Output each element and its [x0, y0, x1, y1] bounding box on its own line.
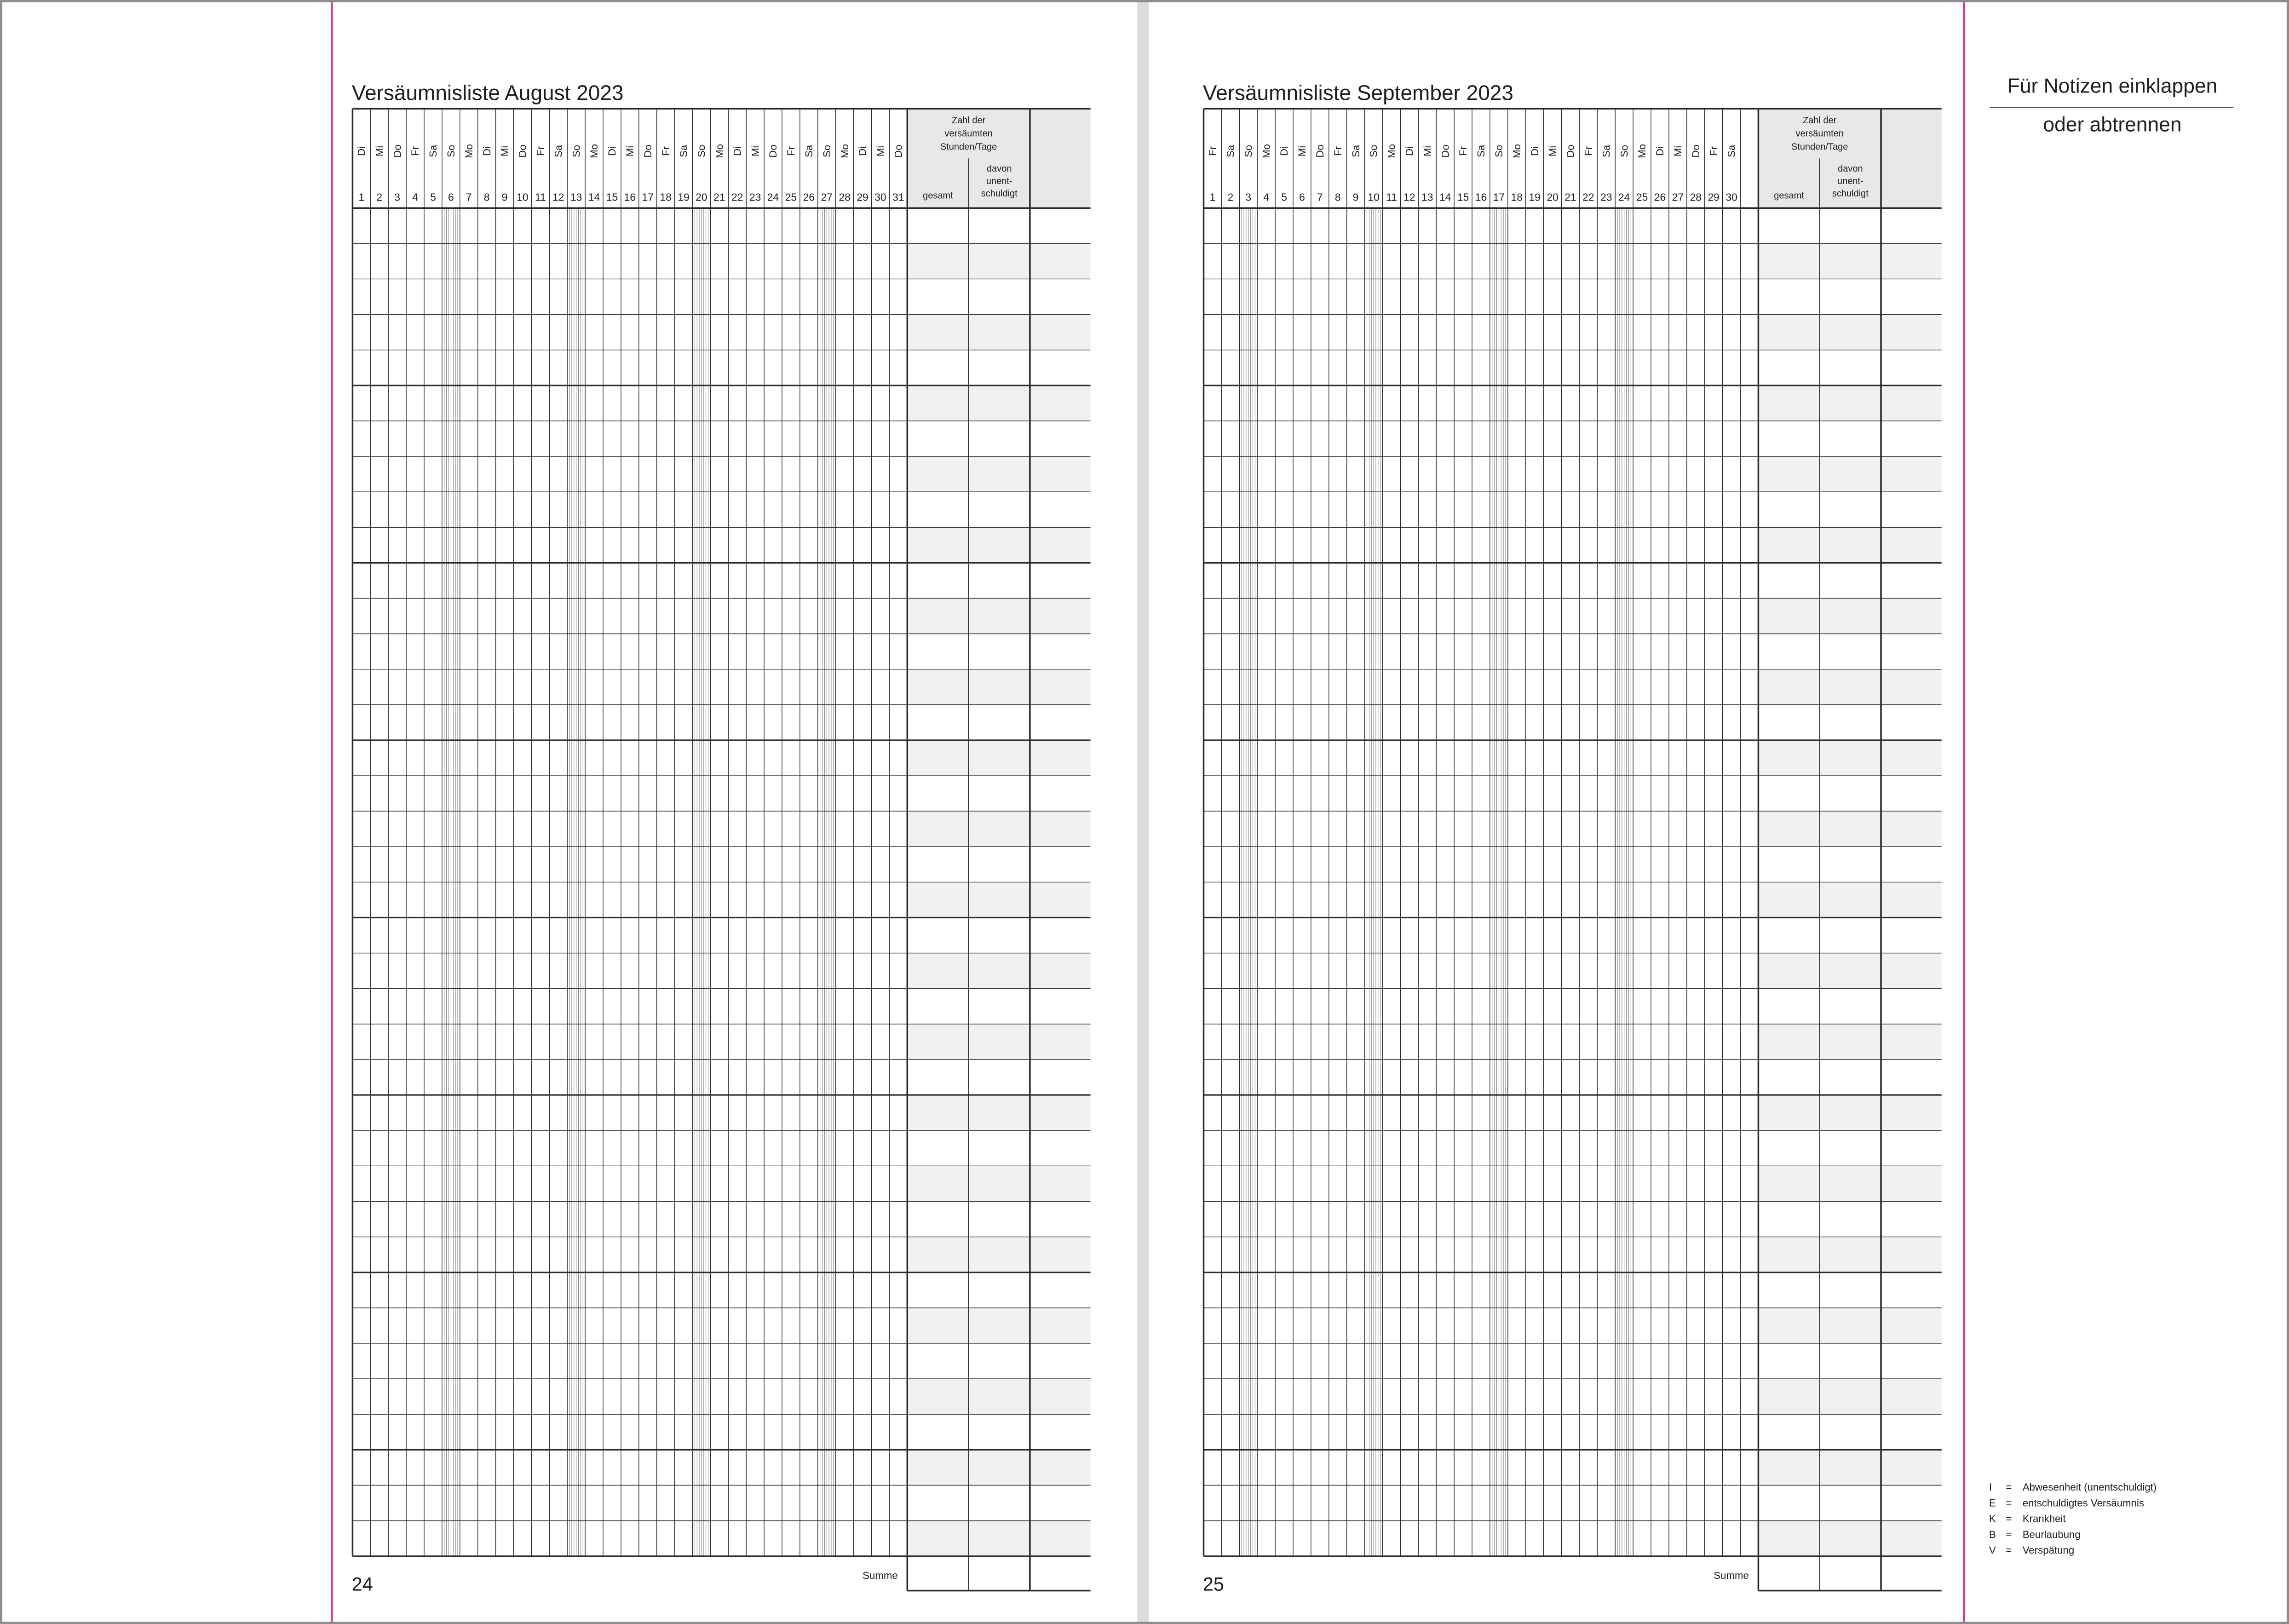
day-number-label: 2: [1227, 191, 1234, 203]
header-unexcused-label-line: davon: [987, 163, 1012, 174]
day-name-label: Di: [731, 146, 743, 156]
legend-code: K: [1989, 1513, 1996, 1525]
day-number-label: 6: [448, 191, 454, 203]
day-number-label: 27: [1672, 191, 1684, 203]
day-number-label: 29: [857, 191, 868, 203]
row-shade: [1758, 243, 1941, 279]
row-shade: [907, 1095, 1090, 1130]
notes-flap-line-1: Für Notizen einklappen: [2007, 75, 2218, 98]
center-gutter: [1137, 0, 1149, 1624]
legend-meaning: Verspätung: [2022, 1544, 2075, 1556]
row-shade: [907, 1450, 1090, 1485]
day-number-label: 11: [535, 191, 546, 203]
day-name-label: Sa: [1225, 144, 1237, 158]
legend-code: V: [1989, 1544, 1996, 1556]
day-number-label: 21: [1564, 191, 1576, 203]
day-number-label: 30: [1725, 191, 1737, 203]
day-name-label: Fr: [785, 146, 797, 156]
day-number-label: 31: [892, 191, 904, 203]
row-shade: [1758, 1237, 1941, 1273]
day-name-label: Fr: [409, 146, 421, 156]
row-shade: [907, 1520, 1090, 1556]
day-number-label: 19: [1529, 191, 1541, 203]
row-shade: [1758, 740, 1941, 776]
day-name-label: Mi: [874, 145, 886, 157]
day-name-label: Sa: [1350, 144, 1362, 158]
row-shade: [1758, 386, 1941, 421]
day-name-label: So: [696, 144, 707, 158]
header-group-label-line: versäumten: [1795, 128, 1844, 139]
day-number-label: 15: [1457, 191, 1469, 203]
day-number-label: 6: [1299, 191, 1305, 203]
day-number-label: 20: [1547, 191, 1559, 203]
page-number: 24: [351, 1573, 373, 1595]
day-number-label: 3: [1245, 191, 1252, 203]
day-name-label: Sa: [1725, 144, 1737, 158]
day-name-label: So: [1493, 144, 1505, 158]
legend-code: B: [1989, 1528, 1996, 1540]
day-number-label: 9: [501, 191, 508, 203]
row-shade: [1758, 1520, 1941, 1556]
row-shade: [1758, 598, 1941, 633]
day-number-label: 7: [1317, 191, 1323, 203]
day-name-label: Mi: [374, 145, 385, 157]
day-name-label: Di: [1403, 146, 1415, 156]
day-number-label: 5: [430, 191, 436, 203]
header-unexcused-label-line: schuldigt: [1832, 188, 1869, 199]
day-number-label: 11: [1386, 191, 1397, 203]
day-number-label: 3: [394, 191, 401, 203]
day-number-label: 25: [1636, 191, 1648, 203]
day-name-label: Mi: [749, 145, 761, 157]
day-number-label: 8: [1334, 191, 1341, 203]
day-name-label: Mo: [839, 144, 851, 158]
day-number-label: 15: [606, 191, 618, 203]
page-title: Versäumnisliste August 2023: [351, 81, 624, 105]
row-shade: [907, 456, 1090, 492]
day-name-label: So: [1368, 144, 1380, 158]
day-name-label: Do: [391, 144, 403, 158]
header-unexcused-label-line: unent-: [986, 176, 1012, 186]
day-name-label: Fr: [1207, 146, 1219, 156]
day-name-label: Sa: [1475, 144, 1487, 158]
row-shade: [1758, 1095, 1941, 1130]
sum-row-label: Summe: [1714, 1570, 1749, 1582]
day-name-label: Di: [481, 146, 493, 156]
legend-meaning: Beurlaubung: [2022, 1528, 2081, 1540]
day-name-label: Fr: [1582, 146, 1594, 156]
day-name-label: Mo: [713, 144, 725, 158]
day-name-label: Fr: [1332, 146, 1344, 156]
day-number-label: 12: [552, 191, 564, 203]
row-shade: [907, 811, 1090, 847]
day-name-label: Do: [642, 144, 654, 158]
day-number-label: 13: [1421, 191, 1433, 203]
day-number-label: 13: [570, 191, 582, 203]
day-number-label: 21: [713, 191, 725, 203]
header-total-label: gesamt: [1774, 190, 1804, 201]
day-name-label: Mi: [1547, 145, 1559, 157]
day-number-label: 23: [1600, 191, 1612, 203]
day-name-label: Mo: [1636, 144, 1648, 158]
day-number-label: 19: [678, 191, 690, 203]
row-shade: [907, 315, 1090, 350]
day-number-label: 28: [1690, 191, 1702, 203]
header-group-label-line: Zahl der: [1803, 115, 1837, 126]
legend-meaning: entschuldigtes Versäumnis: [2022, 1497, 2144, 1509]
day-number-label: 26: [1654, 191, 1666, 203]
header-unexcused-label-line: schuldigt: [981, 188, 1018, 199]
day-number-label: 8: [483, 191, 490, 203]
legend-separator: =: [2006, 1497, 2012, 1509]
row-shade: [1758, 315, 1941, 350]
row-shade: [907, 243, 1090, 279]
row-shade: [1758, 953, 1941, 989]
day-name-label: Di: [1654, 146, 1666, 156]
header-group-label-line: Stunden/Tage: [940, 142, 997, 152]
header-total-label: gesamt: [923, 190, 953, 201]
row-shade: [907, 1237, 1090, 1273]
row-shade: [907, 953, 1090, 989]
day-name-label: Mi: [624, 145, 636, 157]
day-name-label: Mo: [463, 144, 475, 158]
day-name-label: Di: [1529, 146, 1541, 156]
row-shade: [907, 882, 1090, 917]
row-shade: [1758, 1379, 1941, 1414]
day-name-label: Fr: [535, 146, 546, 156]
day-name-label: Do: [892, 144, 904, 158]
day-number-label: 29: [1708, 191, 1720, 203]
day-name-label: So: [445, 144, 457, 158]
day-number-label: 22: [1582, 191, 1594, 203]
day-number-label: 23: [749, 191, 761, 203]
day-name-label: Fr: [660, 146, 672, 156]
day-name-label: Do: [1690, 144, 1702, 158]
page-number: 25: [1202, 1573, 1224, 1595]
day-name-label: Fr: [1457, 146, 1469, 156]
day-name-label: Sa: [803, 144, 815, 158]
row-shade: [1758, 1166, 1941, 1201]
day-name-label: Do: [1564, 144, 1576, 158]
day-number-label: 12: [1403, 191, 1415, 203]
day-name-label: So: [1618, 144, 1630, 158]
row-shade: [907, 598, 1090, 633]
day-number-label: 24: [767, 191, 779, 203]
row-shade: [1758, 1024, 1941, 1060]
day-number-label: 26: [803, 191, 815, 203]
day-name-label: Sa: [1600, 144, 1612, 158]
header-unexcused-label-line: unent-: [1837, 176, 1863, 186]
row-shade: [907, 1308, 1090, 1343]
row-shade: [1758, 456, 1941, 492]
day-number-label: 25: [785, 191, 797, 203]
day-number-label: 16: [624, 191, 636, 203]
day-number-label: 14: [1439, 191, 1451, 203]
day-number-label: 17: [1493, 191, 1505, 203]
day-name-label: Fr: [1708, 146, 1720, 156]
day-name-label: So: [570, 144, 582, 158]
day-number-label: 14: [588, 191, 600, 203]
day-name-label: Di: [1278, 146, 1290, 156]
legend-separator: =: [2006, 1513, 2012, 1525]
day-number-label: 1: [358, 191, 365, 203]
row-shade: [1758, 811, 1941, 847]
sum-row-label: Summe: [863, 1570, 898, 1582]
day-number-label: 10: [1368, 191, 1380, 203]
row-shade: [907, 527, 1090, 563]
day-name-label: So: [821, 144, 833, 158]
day-number-label: 22: [731, 191, 743, 203]
row-shade: [1758, 1308, 1941, 1343]
day-name-label: Mo: [1386, 144, 1398, 158]
day-name-label: Mi: [1672, 145, 1684, 157]
day-number-label: 4: [1263, 191, 1270, 203]
day-number-label: 4: [412, 191, 418, 203]
day-name-label: Mi: [499, 145, 511, 157]
row-shade: [907, 1166, 1090, 1201]
day-name-label: Mi: [1296, 145, 1308, 157]
day-number-label: 5: [1281, 191, 1287, 203]
row-shade: [907, 740, 1090, 776]
row-shade: [1758, 669, 1941, 705]
row-shade: [907, 1379, 1090, 1414]
day-number-label: 10: [517, 191, 529, 203]
day-name-label: Do: [1439, 144, 1451, 158]
day-number-label: 28: [839, 191, 851, 203]
day-name-label: So: [1242, 144, 1254, 158]
page-title: Versäumnisliste September 2023: [1202, 81, 1513, 105]
row-shade: [1758, 1450, 1941, 1485]
day-number-label: 9: [1352, 191, 1359, 203]
day-name-label: Do: [767, 144, 779, 158]
day-name-label: Di: [857, 146, 868, 156]
row-shade: [1758, 527, 1941, 563]
day-name-label: Di: [606, 146, 618, 156]
day-name-label: Mo: [588, 144, 600, 158]
legend-separator: =: [2006, 1481, 2012, 1493]
day-name-label: Sa: [552, 144, 564, 158]
day-number-label: 18: [1511, 191, 1523, 203]
day-number-label: 17: [642, 191, 654, 203]
legend-meaning: Abwesenheit (unentschuldigt): [2022, 1481, 2157, 1493]
day-name-label: Mo: [1260, 144, 1272, 158]
header-unexcused-label-line: davon: [1838, 163, 1863, 174]
header-group-label-line: Zahl der: [951, 115, 986, 126]
day-number-label: 18: [660, 191, 672, 203]
day-name-label: Do: [1314, 144, 1326, 158]
day-number-label: 1: [1209, 191, 1216, 203]
header-group-label-line: Stunden/Tage: [1791, 142, 1848, 152]
day-name-label: Mo: [1511, 144, 1523, 158]
day-name-label: Do: [517, 144, 529, 158]
day-number-label: 20: [696, 191, 707, 203]
notes-flap-line-2: oder abtrennen: [2043, 113, 2182, 136]
day-number-label: 30: [874, 191, 886, 203]
day-name-label: Sa: [427, 144, 439, 158]
row-shade: [907, 669, 1090, 705]
day-name-label: Di: [356, 146, 368, 156]
legend-separator: =: [2006, 1544, 2012, 1556]
legend-separator: =: [2006, 1528, 2012, 1540]
row-shade: [907, 1024, 1090, 1060]
legend-code: E: [1989, 1497, 1996, 1509]
day-name-label: Mi: [1421, 145, 1433, 157]
day-number-label: 2: [376, 191, 383, 203]
day-number-label: 27: [821, 191, 833, 203]
row-shade: [1758, 882, 1941, 917]
legend-code: I: [1989, 1481, 1992, 1493]
day-number-label: 16: [1475, 191, 1487, 203]
row-shade: [907, 386, 1090, 421]
day-number-label: 24: [1618, 191, 1630, 203]
day-number-label: 7: [466, 191, 472, 203]
header-group-label-line: versäumten: [944, 128, 993, 139]
day-name-label: Sa: [678, 144, 690, 158]
legend-meaning: Krankheit: [2022, 1513, 2066, 1525]
